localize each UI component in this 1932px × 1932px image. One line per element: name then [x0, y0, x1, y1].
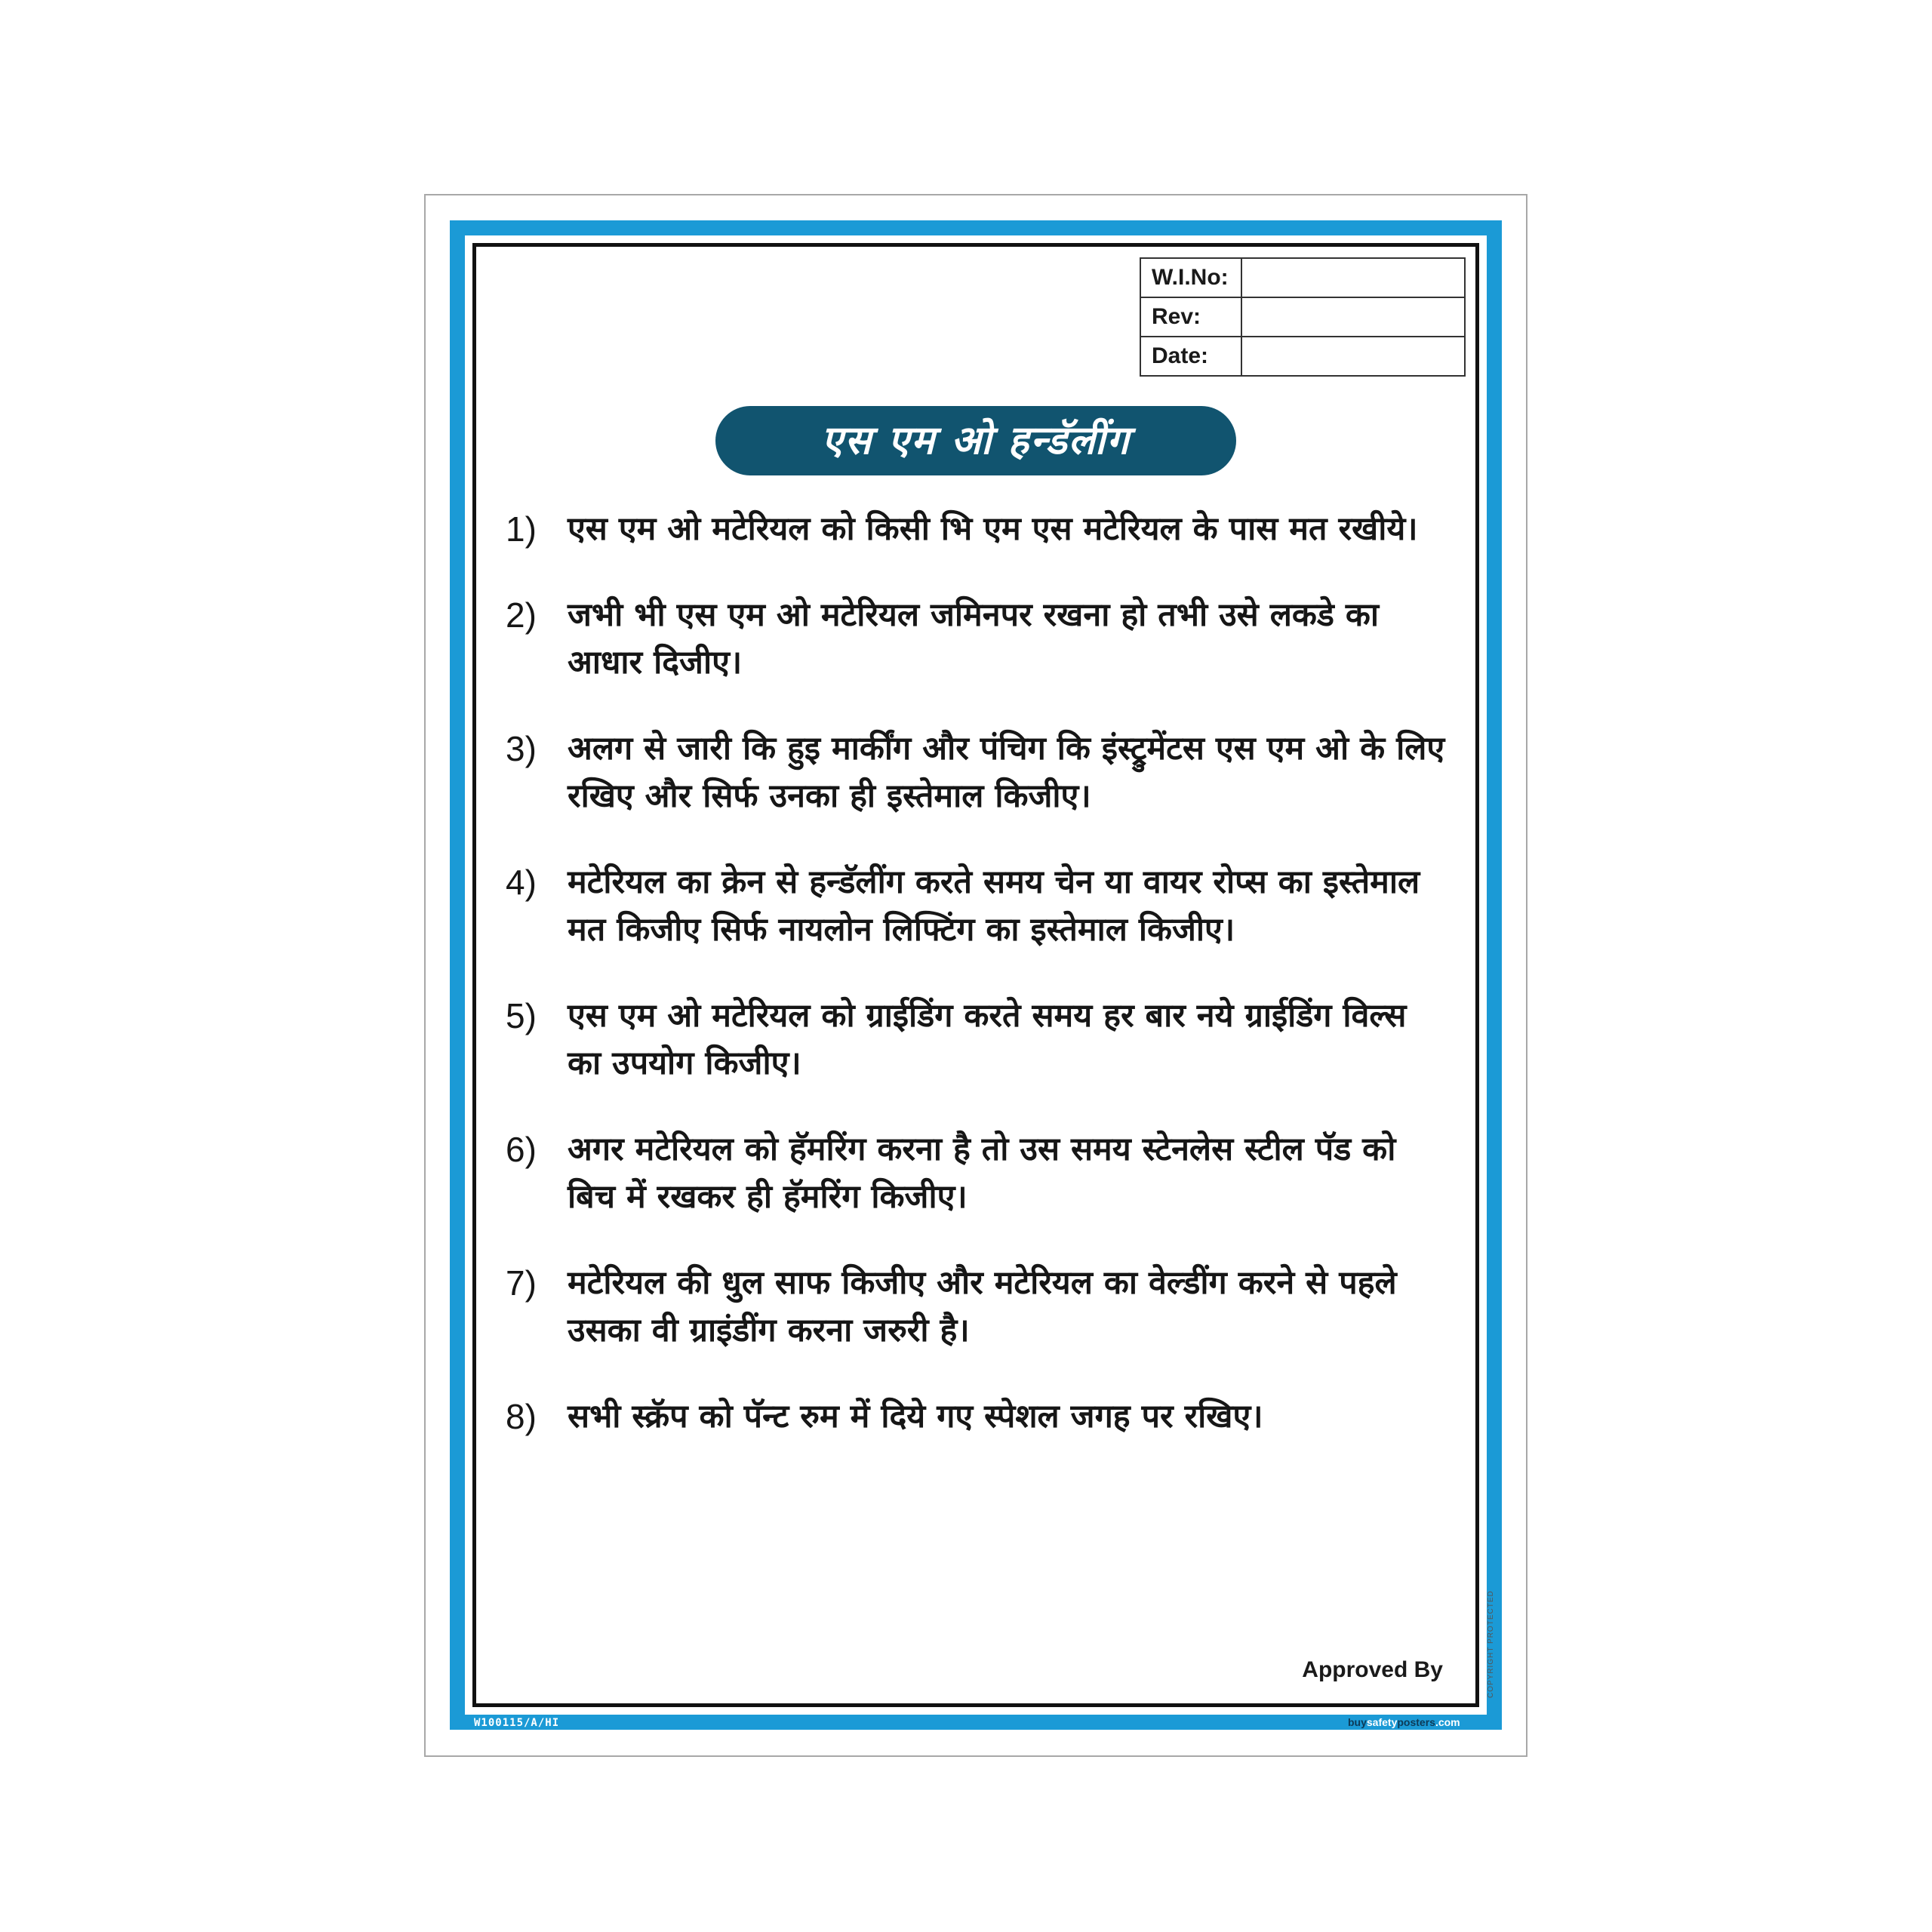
rule-item [506, 1393, 1449, 1441]
rule-item [506, 506, 1449, 553]
website-part-buy: buy [1348, 1716, 1367, 1728]
copyright-notice: COPYRIGHT PROTECTED [1487, 1590, 1495, 1698]
website-part-com: .com [1435, 1716, 1460, 1728]
date-value [1241, 337, 1465, 376]
date-label: Date: [1140, 337, 1241, 376]
rule-text: सभी स्क्रॅप को पॅन्ट रुम में दिये गए स्पेशल जगह पर रखिए। [568, 1398, 1263, 1435]
rule-item [506, 592, 1449, 687]
info-row-rev [1140, 297, 1465, 337]
website-watermark [1348, 1716, 1460, 1728]
approved-by-label: Approved By [1302, 1657, 1443, 1682]
poster-title: एस एम ओ हन्डॅलींग [715, 406, 1236, 475]
rule-item [506, 725, 1449, 820]
info-table [1140, 257, 1466, 377]
rule-number: 5) [506, 996, 537, 1035]
info-row-date [1140, 337, 1465, 376]
rule-text: एस एम ओ मटेरियल को किसी भि एम एस मटेरियल के पास मत रखीये। [568, 510, 1418, 548]
info-row-wi-no [1140, 258, 1465, 297]
rev-value [1241, 297, 1465, 337]
rev-label: Rev: [1140, 297, 1241, 337]
rule-item [506, 1260, 1449, 1355]
rule-item [506, 1126, 1449, 1221]
website-part-posters: posters [1397, 1716, 1435, 1728]
rule-text: मटेरियल की धुल साफ किजीए और मटेरियल का वेल्डींग करने से पहले उसका वी ग्राइंडींग करना जरुरी है। [568, 1264, 1397, 1349]
rule-text: अगर मटेरियल को हॅमरिंग करना है तो उस समय स्टेनलेस स्टील पॅड को बिच में रखकर ही हॅमरिंग किजीए। [568, 1131, 1396, 1216]
rule-number: 1) [506, 509, 537, 549]
rule-item [506, 992, 1449, 1088]
wi-no-label: W.I.No: [1140, 258, 1241, 297]
rule-text: जभी भी एस एम ओ मटेरियल जमिनपर रखना हो तभी उसे लकडे का आधार दिजीए। [568, 596, 1380, 681]
rule-item [506, 859, 1449, 954]
rule-number: 6) [506, 1130, 537, 1169]
rule-text: मटेरियल का क्रेन से हन्डॅलींग करते समय चेन या वायर रोप्स का इस्तेमाल मत किजीए सिर्फ नायलोन लिफ्टिंग का इस्तेमाल किजीए। [568, 863, 1420, 949]
wi-no-value [1241, 258, 1465, 297]
poster-code: W100115/A/HI [474, 1717, 560, 1729]
rule-text: एस एम ओ मटेरियल को ग्राईडिंग करते समय हर बार नये ग्राईडिंग विल्स का उपयोग किजीए। [568, 997, 1407, 1082]
rule-number: 2) [506, 595, 537, 635]
rule-number: 4) [506, 863, 537, 902]
rule-number: 7) [506, 1263, 537, 1303]
rules-list [506, 506, 1449, 1479]
rule-number: 3) [506, 729, 537, 768]
rule-text: अलग से जारी कि हुइ मार्कींग और पंचिग कि इंस्ट्रुमेंटस एस एम ओ के लिए रखिए और सिर्फ उनका ही इस्तेमाल किजीए। [568, 730, 1445, 815]
website-part-safety: safety [1366, 1716, 1398, 1728]
rule-number: 8) [506, 1397, 537, 1436]
